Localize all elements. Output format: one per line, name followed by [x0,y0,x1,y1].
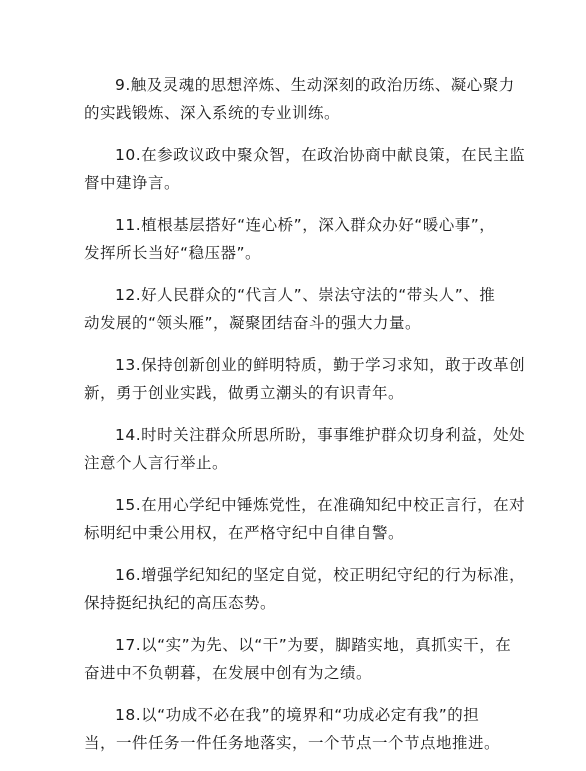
list-item [84,281,502,337]
paragraph-line: 当，一件任务一件任务地落实，一个节点一个节点地推进。 [84,734,501,752]
list-item [84,351,526,407]
paragraph-line: 新，勇于创业实践，做勇立潮头的有识青年。 [84,384,405,402]
list-item [84,701,502,757]
paragraph-line: 发挥所长当好“稳压器”。 [84,244,262,262]
paragraph-line: 9.触及灵魂的思想淬炼、生动深刻的政治历练、凝心聚力 [115,76,515,94]
paragraph-line: 16.增强学纪知纪的坚定自觉，校正明纪守纪的行为标准， [115,566,526,584]
list-item [84,491,526,547]
paragraph-line: 18.以“功成不必在我”的境界和“功成必定有我”的担 [115,706,480,724]
paragraph-line: 12.好人民群众的“代言人”、崇法守法的“带头人”、推 [115,286,496,304]
paragraph-line: 10.在参政议政中聚众智，在政治协商中献良策，在民主监 [115,146,526,164]
paragraph-line: 15.在用心学纪中锤炼党性，在准确知纪中校正言行，在对 [115,496,526,514]
paragraph-line: 标明纪中秉公用权，在严格守纪中自律自警。 [84,524,405,542]
document-body [84,71,526,771]
list-item [84,561,526,617]
list-item [84,421,526,477]
paragraph-line: 动发展的“领头雁”，凝聚团结奋斗的强大力量。 [84,314,422,332]
list-item [84,141,526,197]
list-item [84,71,515,127]
list-item [84,631,512,687]
list-item [84,211,502,267]
paragraph-line: 14.时时关注群众所思所盼，事事维护群众切身利益，处处 [115,426,526,444]
paragraph-line: 11.植根基层搭好“连心桥”，深入群众办好“暖心事”， [115,216,496,234]
paragraph-line: 保持挺纪执纪的高压态势。 [84,594,277,612]
paragraph-line: 督中建诤言。 [84,174,181,192]
paragraph-line: 的实践锻炼、深入系统的专业训练。 [84,104,341,122]
paragraph-line: 13.保持创新创业的鲜明特质，勤于学习求知，敢于改革创 [115,356,526,374]
paragraph-line: 17.以“实”为先、以“干”为要，脚踏实地，真抓实干，在 [115,636,512,654]
paragraph-line: 奋进中不负朝暮，在发展中创有为之绩。 [84,664,373,682]
paragraph-line: 注意个人言行举止。 [84,454,229,472]
